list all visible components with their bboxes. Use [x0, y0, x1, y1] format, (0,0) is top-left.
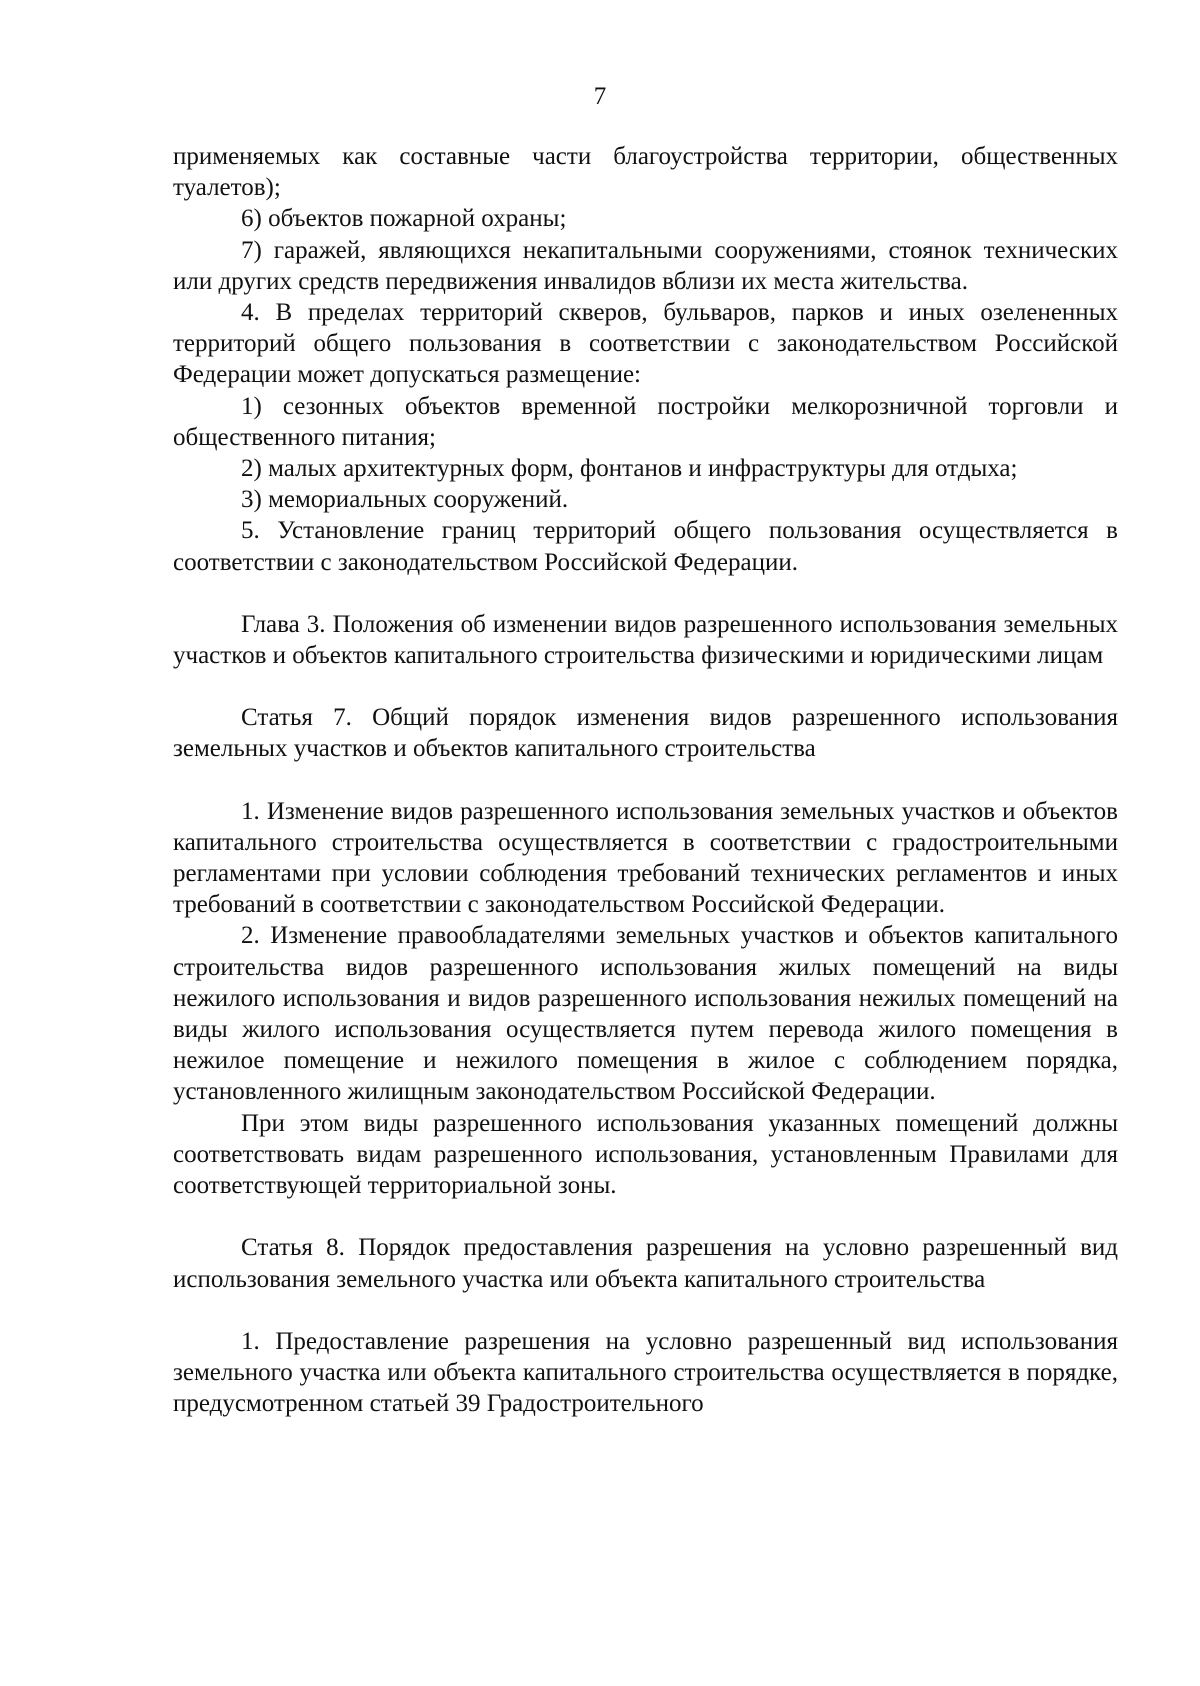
list-item-2: 2) малых архитектурных форм, фонтанов и инфраструктуры для отдыха;	[241, 455, 1018, 483]
list-item-1: 1) сезонных объектов временной постройки мелкорозничной торговли и общественного питания;	[173, 392, 1118, 451]
spacer	[173, 578, 1118, 609]
article-8-clause-1: 1. Предоставление разрешения на условно разрешенный вид использования земельного участка или объекта капитального строительства осуществляется в порядке, предусмотренном статьей 39 Градостроительного	[173, 1327, 1118, 1418]
spacer	[173, 671, 1118, 702]
chapter-3-heading: Глава 3. Положения об изменении видов разрешенного использования земельных участков и объектов капитального строительства физическими и юридическими лицам	[173, 610, 1118, 670]
article-7-clause-1: 1. Изменение видов разрешенного использования земельных участков и объектов капитального строительства осуществляется в соответствии с градостроительными регламентами при условии соблюдения требований технических регламентов и иных требований в соответствии с законодательством Российской Федерации.	[173, 797, 1118, 919]
article-7-paragraph: При этом виды разрешенного использования указанных помещений должны соответствовать видам разрешенного использования, установленным Правилами для соответствующей территориальной зоны.	[173, 1109, 1118, 1200]
document-body	[173, 141, 1118, 1419]
list-item-7: 7) гаражей, являющихся некапитальными сооружениями, стоянок технических или других средств передвижения инвалидов вблизи их места жительства.	[173, 236, 1118, 295]
list-item-6: 6) объектов пожарной охраны;	[241, 205, 567, 233]
spacer	[173, 1201, 1118, 1232]
spacer	[173, 765, 1118, 796]
article-8-heading: Статья 8. Порядок предоставления разрешения на условно разрешенный вид использования земельного участка или объекта капитального строительства	[173, 1234, 1118, 1293]
clause-5: 5. Установление границ территорий общего пользования осуществляется в соответствии с законодательством Российской Федерации.	[173, 517, 1118, 576]
article-7-clause-2: 2. Изменение правообладателями земельных участков и объектов капитального строительства видов разрешенного использования жилых помещений на виды нежилого использования и видов разрешенного использования нежилых помещений на виды жилого использования осуществляется путем перевода жилого помещения в нежилое помещение и нежилого помещения в жилое с соблюдением порядка, установленного жилищным законодательством Российской Федерации.	[173, 922, 1118, 1106]
paragraph: применяемых как составные части благоустройства территории, общественных туалетов);	[173, 143, 1118, 202]
list-item-3: 3) мемориальных сооружений.	[241, 486, 569, 514]
spacer	[173, 1295, 1118, 1326]
page-number: 7	[593, 83, 607, 110]
clause-4: 4. В пределах территорий скверов, бульваров, парков и иных озелененных территорий общего пользования в соответствии с законодательством Российской Федерации может допускаться размещение:	[173, 299, 1118, 389]
article-7-heading: Статья 7. Общий порядок изменения видов разрешенного использования земельных участков и объектов капитального строительства	[173, 704, 1118, 763]
